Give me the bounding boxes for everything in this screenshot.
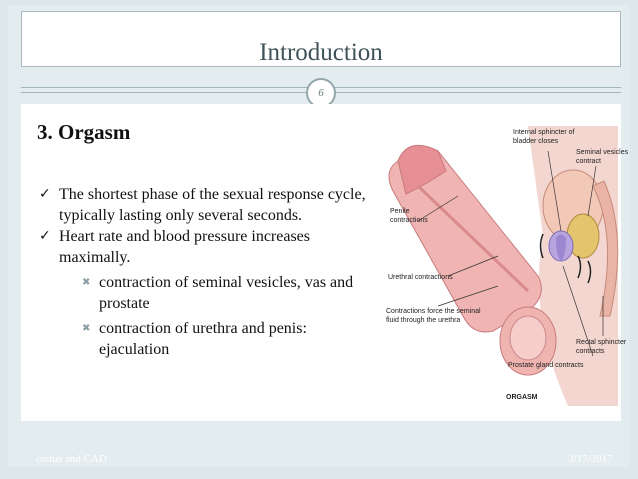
label-rectal-2: contracts	[576, 348, 605, 355]
bullet-text: Heart rate and blood pressure increases maximally.	[59, 228, 310, 266]
section-heading	[37, 120, 130, 145]
anatomy-illustration	[378, 116, 629, 416]
label-prostate: Prostate gland contracts	[508, 362, 584, 369]
label-rectal-1: Rectal sphincter	[576, 339, 627, 346]
label-internal-sphincter-2: bladder closes	[513, 138, 559, 145]
cross-bullet-icon: ✖	[82, 277, 91, 288]
label-seminal-1: Seminal vesicles	[576, 149, 629, 156]
checkmark-icon: ✓	[39, 186, 51, 202]
bullet-item	[37, 184, 377, 226]
bullet-item	[37, 226, 377, 268]
heading-number: 3.	[37, 120, 53, 144]
heading-text: Orgasm	[58, 120, 131, 144]
slide-title: Introduction	[259, 39, 383, 66]
bullet-text: The shortest phase of the sexual response cycle, typically lasting only several seconds.	[59, 186, 366, 224]
content-area	[21, 104, 629, 421]
label-internal-sphincter-1: Internal sphincter of	[513, 129, 575, 136]
bullet-list	[37, 184, 377, 360]
sub-bullet-text: contraction of urethra and penis: ejaculation	[99, 320, 307, 358]
title-box	[21, 11, 621, 67]
sub-bullet-item	[37, 272, 377, 314]
label-penile-2: contractions	[390, 217, 428, 224]
cross-bullet-icon: ✖	[82, 323, 91, 334]
footer-date: 3/17/2017	[568, 453, 613, 465]
sub-bullet-item	[37, 318, 377, 360]
figure-caption: ORGASM	[506, 394, 538, 401]
label-seminal-2: contract	[576, 158, 601, 165]
label-contractions-force-2: fluid through the urethra	[386, 317, 461, 324]
label-penile-1: Penile	[390, 208, 410, 215]
label-urethral: Urethral contractions	[388, 274, 453, 281]
sub-bullet-text: contraction of seminal vesicles, vas and prostate	[99, 274, 354, 312]
slide	[8, 5, 630, 467]
checkmark-icon: ✓	[39, 228, 51, 244]
label-contractions-force-1: Contractions force the seminal	[386, 308, 481, 315]
footer-left: coitus and CAD	[36, 453, 107, 465]
slide-number: 6	[306, 78, 336, 108]
